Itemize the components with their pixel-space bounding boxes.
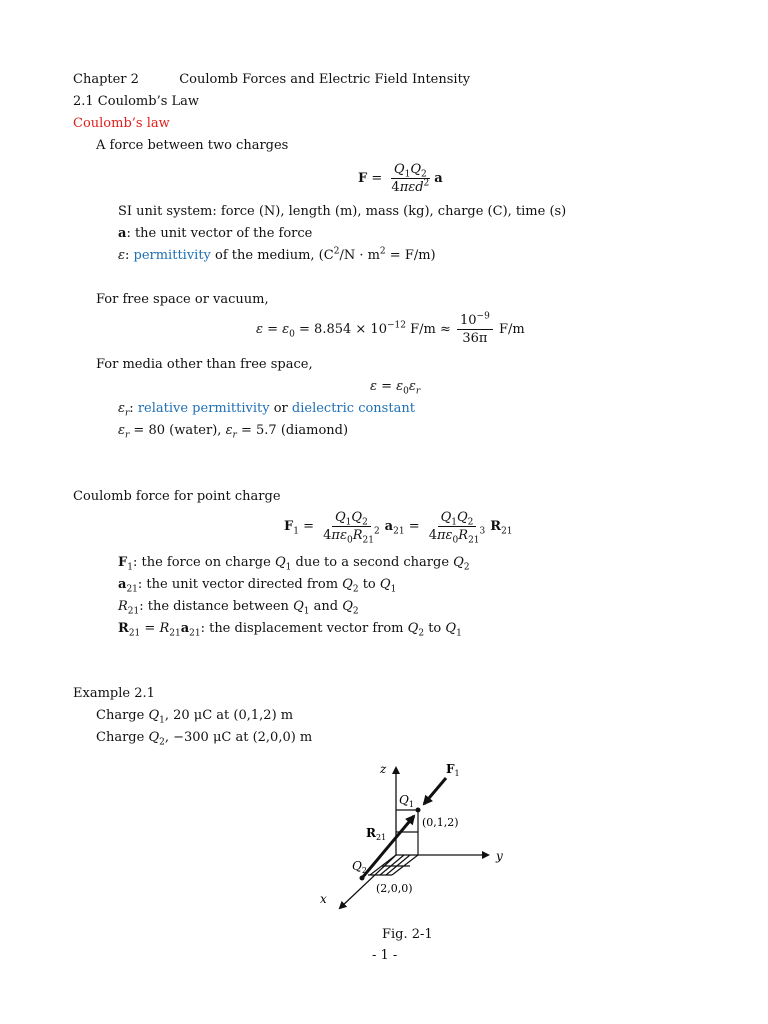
fraction-unit: F/m — [498, 322, 525, 337]
f1-definition: $F_1$: the force on charge $Q_1$ due to a second charge $Q_2$ — [118, 555, 470, 573]
diamond-value: = 5.7 (diamond) — [236, 423, 349, 438]
q1-label: $Q_1$ — [399, 793, 414, 809]
example-title: Example 2.1 — [73, 686, 155, 701]
permittivity-def: ε: permittivity of the medium, $(C^2/N \cdot m^2 = F/m)$ — [118, 246, 436, 263]
fraction-numerator: 10 — [460, 313, 477, 328]
r21-and: and — [309, 599, 343, 614]
permittivity-units: /N · m — [339, 248, 380, 263]
point-1-coord: (0,1,2) — [422, 816, 459, 829]
eps0-value: 8.854 × 10 — [314, 322, 387, 337]
charge-2-value: , −300 μC at (2,0,0) m — [164, 730, 313, 745]
point-charge-heading: Coulomb force for point charge — [73, 489, 281, 504]
permittivity-desc: of the medium, (C — [210, 248, 334, 263]
dielectric-constant-term: dielectric constant — [291, 401, 415, 416]
point-2-coord: (2,0,0) — [376, 882, 413, 895]
chapter-number: Chapter 2 — [73, 72, 139, 87]
r21-definition: $R_{21}$: the distance between $Q_1$ and $Q_2$ — [118, 599, 359, 617]
charge-1-value: , 20 μC at (0,1,2) m — [164, 708, 294, 723]
relative-permittivity-term: relative permittivity — [137, 401, 270, 416]
fraction-denominator: 36π — [462, 331, 488, 346]
coulomb-equation: F = $\frac{Q_1Q_2}{4\pi\varepsilon d^2}$ a — [358, 162, 443, 195]
f1-desc: : the force on charge — [132, 555, 275, 570]
relative-permittivity-def: $\varepsilon_r$: relative permittivity or dielectric constant — [118, 401, 415, 419]
eps0-equation: $\varepsilon = \varepsilon_0 = 8.854 \times 10^{-12}$ F/m ≈ $\frac{10^{-9}}{36\pi}$ F/m — [256, 311, 525, 346]
displacement-desc: : the displacement vector from — [200, 621, 408, 636]
unit-vector-def: a: the unit vector of the force — [118, 226, 313, 241]
r21-label: $R_{21}$ — [366, 826, 387, 842]
f1-label: $F_1$ — [446, 762, 460, 778]
r21-desc: : the distance between — [139, 599, 294, 614]
q1-point — [416, 808, 421, 813]
x-label: x — [320, 892, 327, 906]
topic-heading: Coulomb’s law — [73, 116, 170, 131]
example-charge-2: Charge $Q_2$, −300 μC at (2,0,0) m — [96, 730, 313, 748]
f1-desc-tail: due to a second charge — [291, 555, 454, 570]
charge-word-1: Charge — [96, 708, 149, 723]
example-charge-1: Charge $Q_1$, 20 μC at (0,1,2) m — [96, 708, 294, 726]
a21-definition: $a_{21}$: the unit vector directed from $Q_2$ to $Q_1$ — [118, 577, 397, 595]
q2-point — [360, 876, 365, 881]
or-word: or — [269, 401, 292, 416]
eps0-exponent: −12 — [386, 320, 406, 331]
a21-to: to — [358, 577, 380, 592]
section-heading: 2.1 Coulomb’s Law — [73, 94, 200, 109]
water-value: = 80 (water), — [129, 423, 222, 438]
point-charge-equation: $F_1$ = $\frac{Q_1Q_2}{4\pi\varepsilon_0R_{21}^2}$ $a_{21}$ = $\frac{Q_1Q_2}{4\pi\varepsilon_0R_{21}^3}$ $R_{21}$ — [284, 510, 513, 546]
free-space-text: For free space or vacuum, — [96, 292, 269, 307]
displacement-to: to — [424, 621, 446, 636]
unit-vector-desc: : the unit vector of the force — [126, 226, 313, 241]
q2-label: $Q_2$ — [352, 859, 367, 875]
eps-r-equation: $\varepsilon = \varepsilon_0\varepsilon_r$ — [370, 379, 421, 397]
a21-desc: : the unit vector directed from — [137, 577, 343, 592]
si-units-line: SI unit system: force (N), length (m), mass (kg), charge (C), time (s) — [118, 204, 567, 219]
figure-caption: Fig. 2-1 — [382, 927, 433, 942]
fraction-exponent: −9 — [476, 311, 490, 322]
eps-r-values: $\varepsilon_r = 80$ (water), $\varepsilon_r = 5.7$ (diamond) — [118, 423, 349, 441]
media-text: For media other than free space, — [96, 357, 313, 372]
f1-vector — [424, 778, 446, 804]
chapter-title: Coulomb Forces and Electric Field Intensity — [179, 72, 471, 87]
intro-text: A force between two charges — [96, 138, 289, 153]
permittivity-units-end: = F/m) — [385, 248, 436, 263]
displacement-definition: $R_{21} = R_{21}a_{21}$: the displacement vector from $Q_2$ to $Q_1$ — [118, 621, 462, 639]
permittivity-term: permittivity — [133, 248, 211, 263]
z-label: z — [380, 762, 387, 776]
charge-word-2: Charge — [96, 730, 149, 745]
y-label: y — [496, 849, 503, 863]
eps0-unit: F/m ≈ — [405, 322, 451, 337]
page-number: - 1 - — [372, 948, 398, 963]
